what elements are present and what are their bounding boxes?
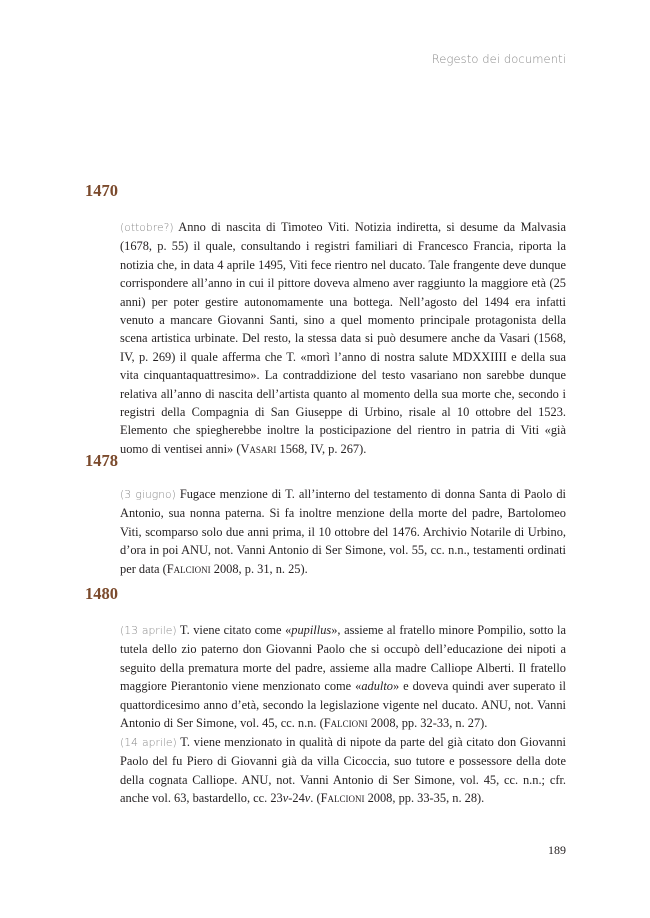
entry-date: (ottobre?) — [120, 221, 174, 234]
page-number: 189 — [548, 843, 566, 857]
entry-1470-ottobre — [120, 218, 566, 458]
entry-text: Anno di nascita di Timoteo Viti. Notizia indiretta, si desume da Malvasia (1678, p. 55) il quale, consultando i registri familiari di Francesco Francia, riporta la notizia che, in data 4 aprile 1495, Viti fece rientro nel ducato. Tale frangente deve dunque corrispondere all’anno in cui il pittore doveva almeno aver raggiunto la maggiore età (25 anni) per poter gestire autonomamente una bottega. Nell’agosto del 1494 era infatti venuto a mancare Giovanni Santi, sino a quel momento principale protagonista della scena artistica urbinate. Del resto, la stessa data si può desumere anche da Vasari (1568, IV, p. 269) il quale afferma che T. «morì l’anno di nostra salute MDXXIIII e della sua vita cinquantaquattresimo». La contraddizione del testo vasariano non sarebbe dunque relativa all’anno di nascita dell’artista quanto al momento della sua morte che, secondo i registri della Compagnia di San Giuseppe di Urbino, risale al 10 ottobre del 1523. Elemento che spiegherebbe inoltre la posticipazione del rientro in patria di Viti «già uomo di ventisei anni» ( — [120, 220, 566, 456]
entry-italic: v — [282, 791, 289, 806]
entry-text: 2008, pp. 32-33, n. 27). — [367, 716, 488, 731]
entry-italic: adulto — [361, 679, 393, 694]
citation-author: Falcioni — [320, 791, 365, 806]
entry-date: (14 aprile) — [120, 736, 177, 749]
citation-author: Falcioni — [323, 716, 368, 731]
section-year-1470: 1470 — [85, 181, 118, 200]
entry-text: -24 — [288, 791, 305, 806]
entry-1478-giugno — [120, 485, 566, 578]
entry-text: 2008, pp. 33-35, n. 28). — [364, 791, 485, 806]
citation-author: Falcioni — [166, 561, 211, 576]
entry-text: 1568, IV, p. 267). — [276, 441, 367, 456]
entry-1480-13-aprile — [120, 621, 566, 732]
entry-italic: pupillus — [291, 623, 332, 637]
citation-author: Vasari — [240, 441, 277, 456]
entry-text: », assieme al fratello minore Pompilio, sotto la tutela dello zio paterno don Giovanni Paolo che si occupò dell’educazione dei nipoti a seguito della prematura morte del padre, assieme alla madre Calliope Alberti. Il fratello maggiore Pierantonio viene menzionato come « — [120, 623, 566, 694]
entry-text: Fugace menzione di T. all’interno del testamento di donna Santa di Paolo di Antonio, sua nonna paterna. Si fa inoltre menzione della morte del padre, Bartolomeo Viti, scomparso solo due anni prima, il 10 ottobre del 1476. Archivio Notarile di Urbino, d’ora in poi ANU, not. Vanni Antonio di Ser Simone, vol. 55, cc. n.n., testamenti ordinati per data ( — [120, 487, 566, 576]
entry-text: . ( — [310, 791, 321, 806]
entry-text: T. viene menzionato in qualità di nipote da parte del già citato don Giovanni Paolo del fu Piero di Giovanni già da villa Cicoccia, suo tutore e possessore della dote della cognata Calliope. ANU, not. Vanni Antonio di Ser Simone, vol. 45, cc. n.n.; cfr. anche vol. 63, bastardello, cc. 23 — [120, 735, 566, 806]
entry-date: (13 aprile) — [120, 624, 177, 637]
entry-text: » e doveva quindi aver superato il quattordicesimo anno d’età, secondo la legislazione vigente nel ducato. ANU, not. Vanni Antonio di Ser Simone, vol. 45, cc. n.n. ( — [120, 679, 566, 731]
section-year-1478: 1478 — [85, 451, 118, 470]
running-header: Regesto dei documenti — [431, 52, 566, 66]
entry-italic: v — [304, 791, 311, 806]
entry-text: 2008, p. 31, n. 25). — [210, 561, 308, 576]
entry-date: (3 giugno) — [120, 488, 176, 501]
section-year-1480: 1480 — [85, 584, 118, 603]
entry-text: T. viene citato come « — [176, 623, 292, 637]
entry-1480-14-aprile — [120, 733, 566, 808]
